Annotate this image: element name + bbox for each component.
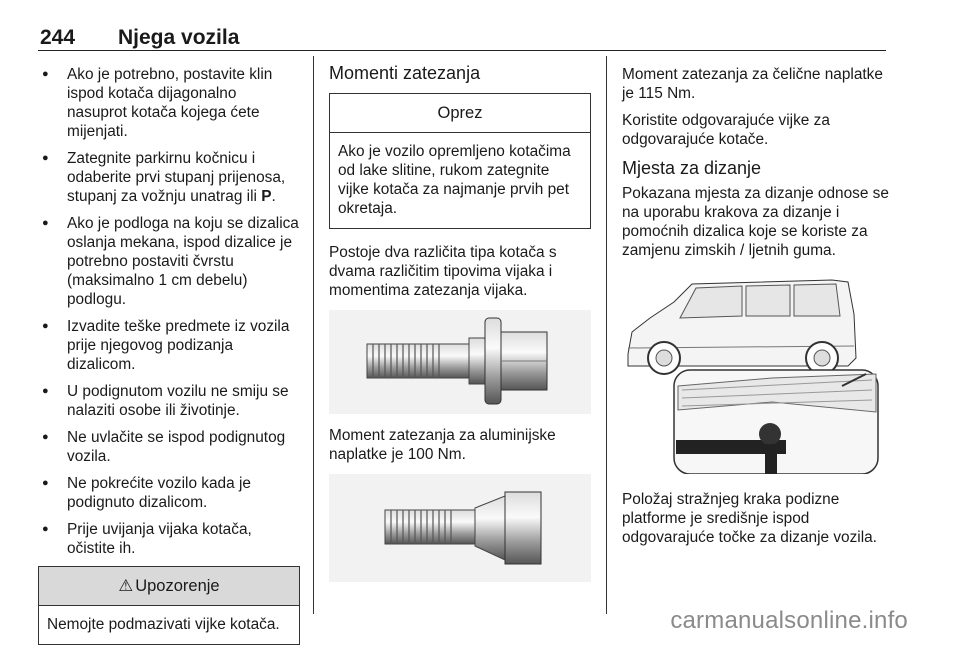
column-divider-2 [606, 56, 607, 614]
paragraph: Moment zatezanja za aluminijske naplatke je 100 Nm. [329, 427, 556, 463]
warning-text: Nemojte podmazivati vijke kotača. [47, 616, 280, 633]
paragraph: Pokazana mjesta za dizanje odnose se na uporabu krakova za dizanje i pomoćnih dizalica koje se koriste za zamjenu zimskih / ljetnih guma. [622, 185, 889, 259]
list-item: ● Ako je podloga na koju se dizalica oslanja mekana, ispod dizalice je potrebno postaviti čvrstu (maksimalno 1 cm debelu) podlogu. [38, 214, 300, 309]
list-item: ● Prije uvijanja vijaka kotača, očistite ih. [38, 520, 300, 558]
warning-triangle-icon: ⚠ [118, 576, 134, 595]
list-item: ● Ako je potrebno, postavite klin ispod kotača dijagonalno nasuprot kotača kojega ćete mijenjati. [38, 65, 300, 141]
left-column [38, 65, 300, 645]
header-rule [38, 50, 886, 51]
section-heading: Mjesta za dizanje [622, 158, 762, 178]
list-item [38, 149, 300, 206]
caution-text: Ako je vozilo opremljeno kotačima od lake slitine, rukom zategnite vijke kotača za najmanje prvih pet okretaja. [338, 143, 571, 217]
section-heading: Momenti zatezanja [329, 63, 481, 83]
watermark: carmanualsonline.info [670, 607, 908, 634]
lifting-point-illustration [622, 274, 884, 474]
steel-wheel-bolt-image [329, 310, 591, 414]
list-item: ● Ne pokrećite vozilo kada je podignuto dizalicom. [38, 474, 300, 512]
gear-letter: P [261, 188, 272, 205]
caution-title: Oprez [330, 94, 590, 133]
paragraph: Položaj stražnjeg kraka podizne platforme je središnje ispod odgovarajuće točke za dizanje vozila. [622, 491, 877, 546]
paragraph: Koristite odgovarajuće vijke za odgovarajuće kotače. [622, 112, 830, 148]
page-number: 244 [40, 26, 76, 49]
warning-header [39, 567, 299, 606]
paragraph: Postoje dva različita tipa kotača s dvama različitim tipovima vijaka i momentima zatezanja vijaka. [329, 244, 557, 299]
middle-column [329, 64, 591, 582]
list-item: ● Ne uvlačite se ispod podignutog vozila. [38, 428, 300, 466]
warning-box [38, 566, 300, 645]
list-item: ● Izvadite teške predmete iz vozila prije njegovog podizanja dizalicom. [38, 317, 300, 374]
paragraph: Moment zatezanja za čelične naplatke je 115 Nm. [622, 66, 883, 102]
period: . [271, 188, 276, 205]
instruction-list [38, 65, 300, 558]
column-divider-1 [313, 56, 314, 614]
list-item-text: Zategnite parkirnu kočnicu i odaberite prvi stupanj prijenosa, stupanj za vožnju unatrag ili [67, 150, 286, 205]
warning-title: Upozorenje [135, 576, 220, 595]
caution-box [329, 93, 591, 229]
list-item: ● U podignutom vozilu ne smiju se nalaziti osobe ili životinje. [38, 382, 300, 420]
right-column [622, 65, 892, 547]
alloy-wheel-bolt-image [329, 474, 591, 582]
page-title: Njega vozila [118, 26, 240, 49]
